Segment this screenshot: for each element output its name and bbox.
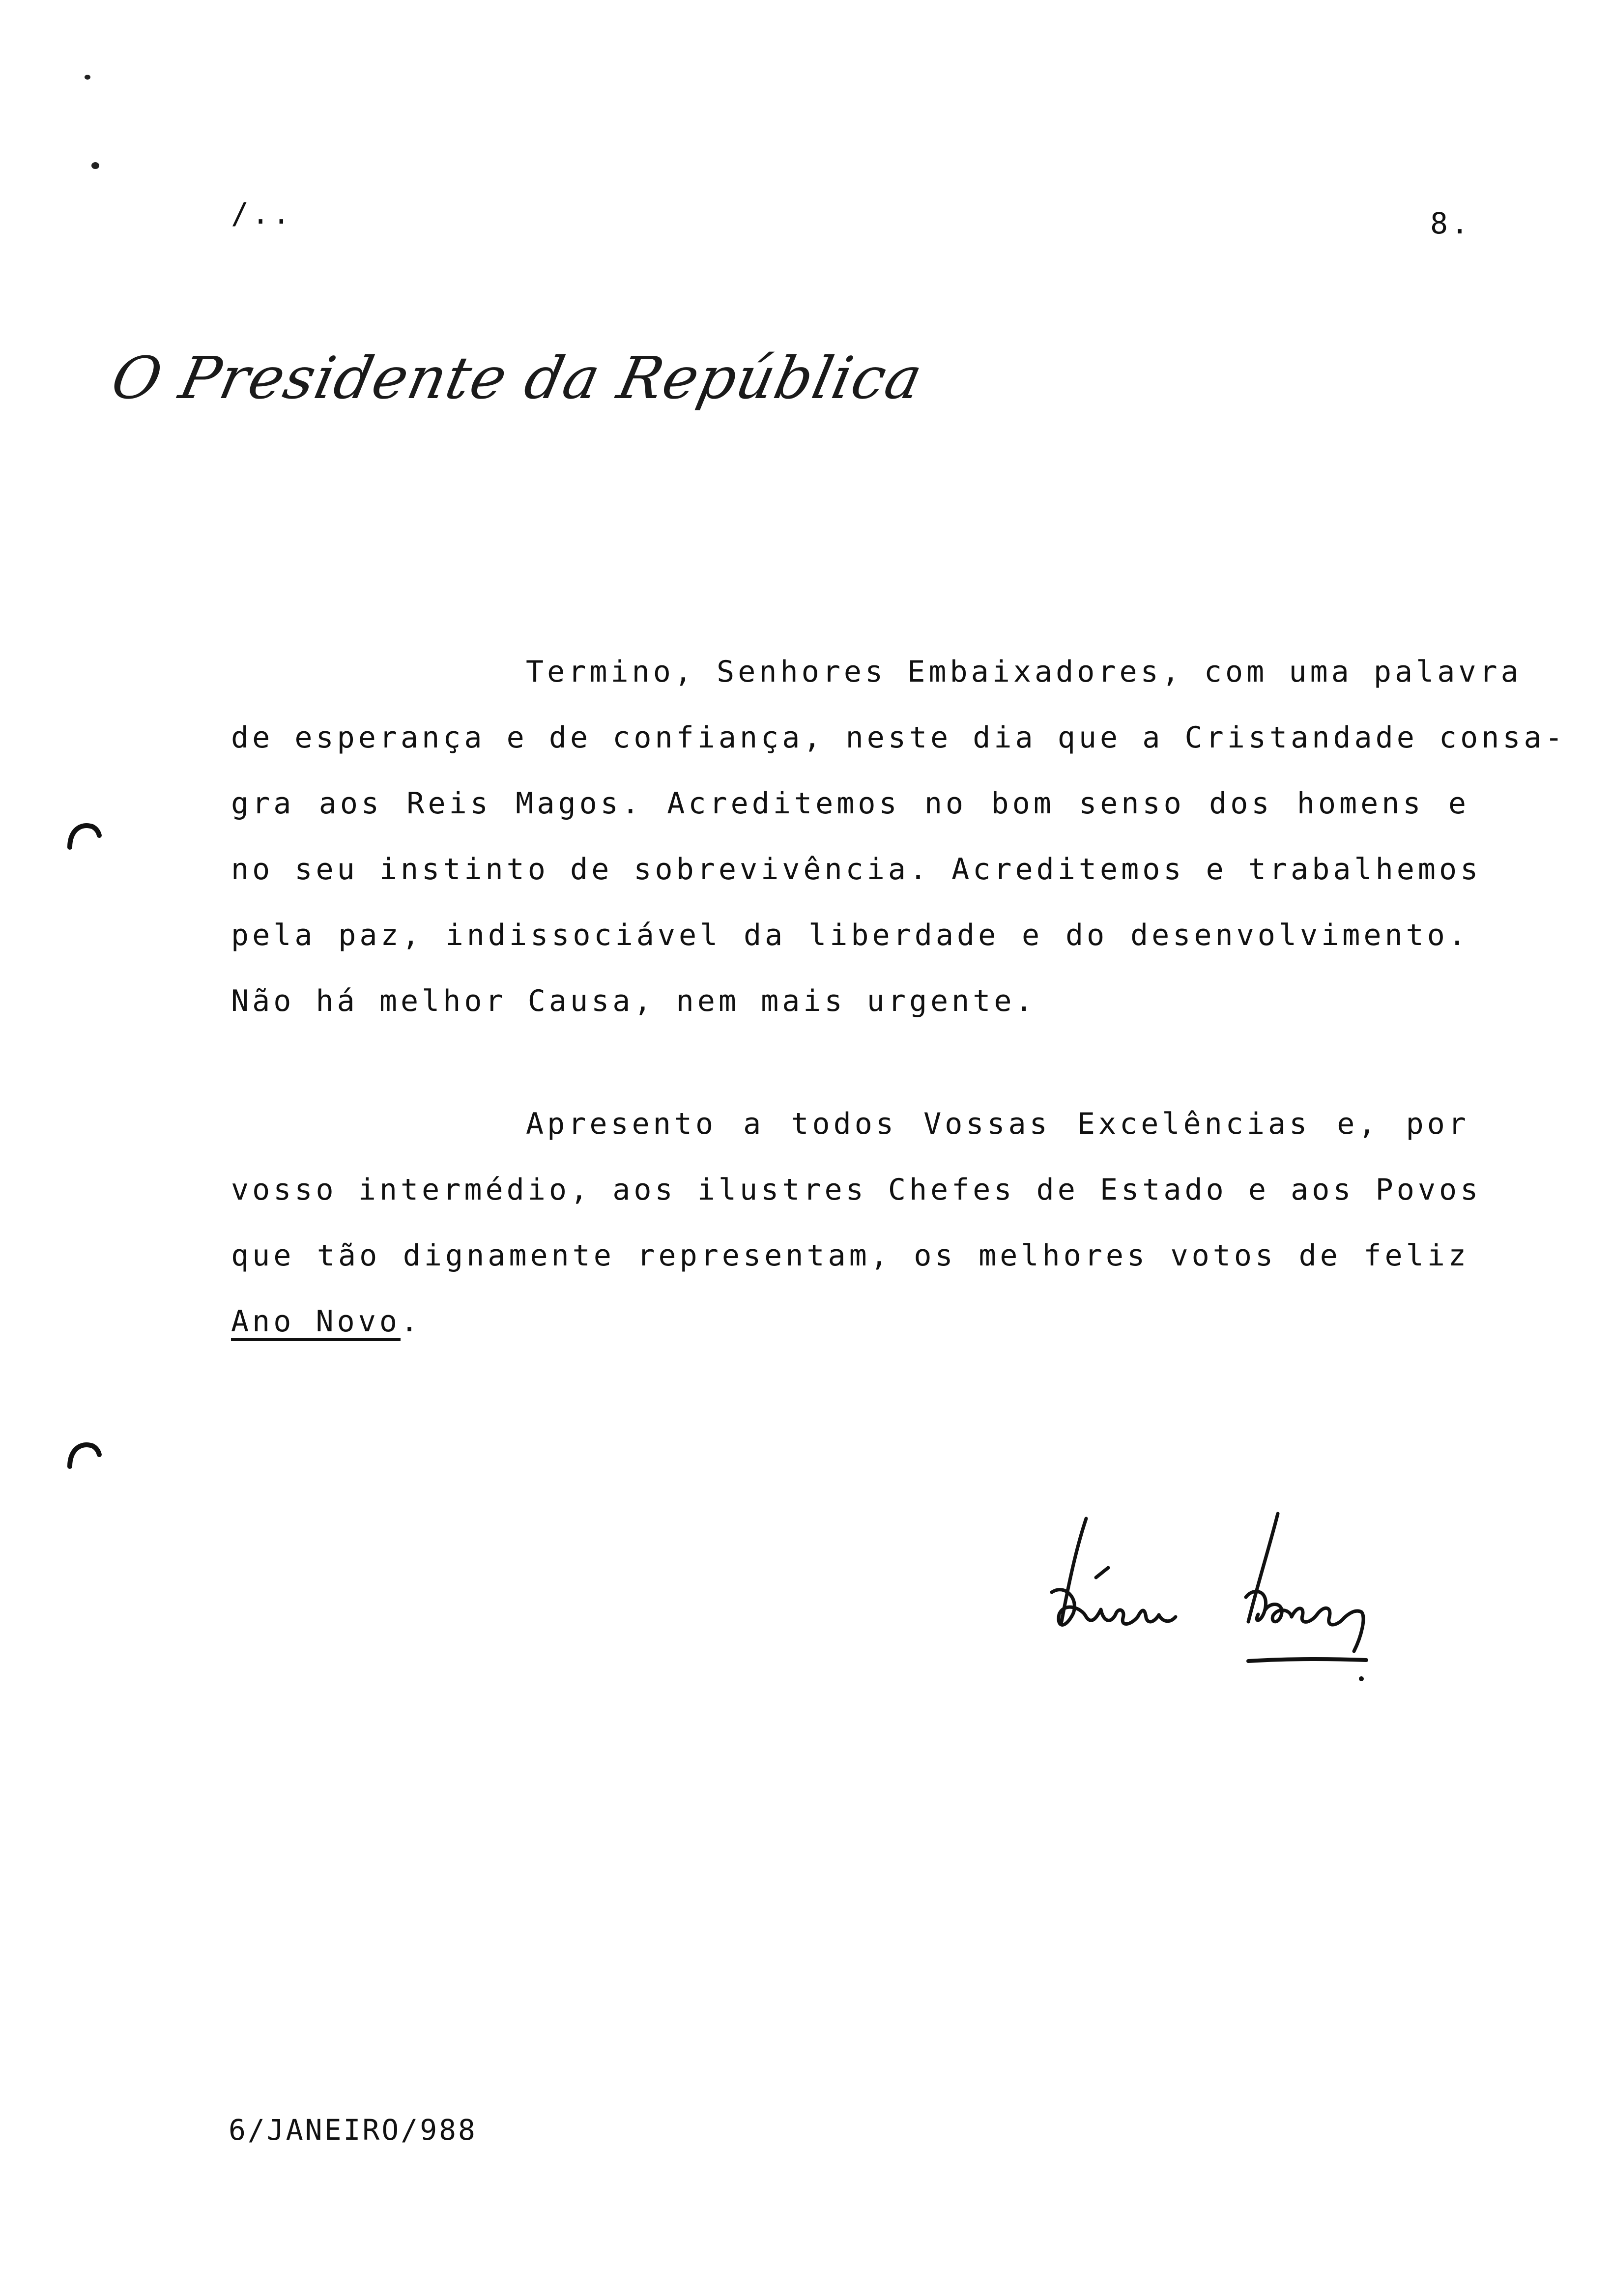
scan-speck	[91, 162, 99, 169]
continuation-marker: /..	[231, 197, 293, 231]
text-line: no seu instinto de sobrevivência. Acreditemos e trabalhemos	[231, 852, 1482, 887]
page-number: 8.	[1430, 206, 1472, 241]
text-line: vosso intermédio, aos ilustres Chefes de Estado e aos Povos	[231, 1173, 1482, 1207]
paragraph-new-year-wishes	[231, 1091, 1482, 1354]
scan-speck	[85, 75, 90, 80]
closing-punctuation: .	[400, 1304, 422, 1339]
punch-hole-mark	[64, 816, 103, 855]
text-line: que tão dignamente representam, os melhores votos de feliz	[231, 1238, 1469, 1273]
handwritten-signature	[1022, 1504, 1396, 1691]
text-line: de esperança e de confiança, neste dia que a Cristandade consa-	[231, 720, 1566, 755]
date-line: 6/JANEIRO/988	[229, 2113, 477, 2147]
punch-hole-mark	[64, 1435, 103, 1474]
text-line: Apresento a todos Vossas Excelências e, por	[526, 1107, 1469, 1141]
underlined-phrase: Ano Novo	[231, 1304, 401, 1339]
paragraph-closing-remarks	[231, 639, 1566, 1034]
text-line	[231, 1289, 1469, 1354]
text-line: Termino, Senhores Embaixadores, com uma palavra	[526, 655, 1522, 689]
text-line: pela paz, indissociável da liberdade e do desenvolvimento.	[231, 918, 1469, 952]
text-line: Não há melhor Causa, nem mais urgente.	[231, 984, 1036, 1018]
text-line: gra aos Reis Magos. Acreditemos no bom senso dos homens e	[231, 786, 1469, 821]
letterhead-title: O Presidente da República	[106, 344, 929, 412]
